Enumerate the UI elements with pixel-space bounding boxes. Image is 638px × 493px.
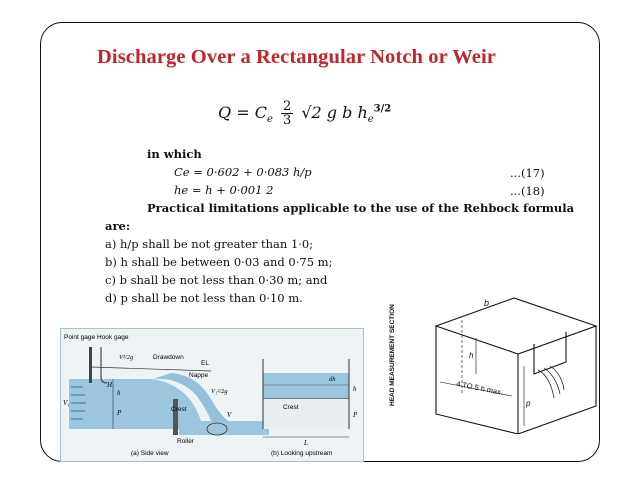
slide-title: Discharge Over a Rectangular Notch or Weir	[97, 46, 496, 68]
limitations-line2: are:	[105, 219, 131, 233]
in-which-label: in which	[147, 147, 202, 161]
equation-18: he = h + 0·001 2	[174, 183, 274, 197]
V-label: V	[227, 411, 232, 419]
formula-lhs-sub: e	[266, 114, 273, 126]
side-face	[518, 326, 596, 434]
hook-gage-label: Hook gage	[97, 334, 129, 341]
formula-fraction	[281, 100, 293, 127]
weir-flow-diagram	[60, 328, 364, 462]
formula-rhs: √2 g b h	[301, 103, 368, 122]
H-label: H	[107, 381, 113, 389]
equation-17: Ce = 0·602 + 0·083 h/p	[174, 165, 312, 179]
fraction-numerator: 2	[282, 99, 292, 114]
weir-face	[263, 399, 349, 429]
equation-17-ref: ...(17)	[510, 166, 545, 180]
h-label: h	[117, 389, 121, 397]
hook-gage	[101, 347, 107, 383]
limitation-item-c: c) b shall be not less than 0·30 m; and	[105, 273, 328, 287]
weir-3d-sketch	[384, 286, 598, 434]
point-gage	[89, 347, 92, 383]
head-measurement-label: HEAD MEASUREMENT SECTION	[389, 304, 396, 406]
formula-rhs-sup: 3/2	[373, 103, 392, 115]
dh-label: dh	[329, 376, 336, 383]
drawdown-label: Drawdown	[153, 354, 184, 361]
formula-lhs: Q = C	[218, 103, 267, 122]
b-label-3d: b	[484, 298, 490, 308]
P-label-upstream: P	[353, 411, 358, 419]
roller-label: Roller	[177, 438, 194, 445]
caption-side-view: (a) Side view	[131, 450, 169, 457]
limitations-line1: Practical limitations applicable to the use of the Rehbock formula	[147, 201, 575, 215]
h-label-upstream: h	[353, 385, 357, 393]
formula-rhs-sub: e	[367, 114, 374, 126]
equation-18-ref: ...(18)	[510, 184, 545, 198]
el-label: EL	[201, 360, 209, 367]
weir-3d-svg	[384, 286, 598, 434]
weir-plate	[173, 399, 178, 435]
front-face	[436, 326, 518, 434]
limitation-item-d: d) p shall be not less than 0·10 m.	[105, 291, 303, 305]
top-face	[436, 298, 596, 354]
crest-label-side: Crest	[171, 406, 187, 413]
crest-label-upstream: Crest	[283, 404, 299, 411]
h-label-3d: h	[469, 351, 474, 360]
v1sq-2g-label: V₁²/2g	[211, 388, 228, 395]
point-gage-label: Point gage	[64, 334, 96, 341]
limitation-item-a: a) h/p shall be not greater than 1·0;	[105, 237, 314, 251]
limitation-item-b: b) h shall be between 0·03 and 0·75 m;	[105, 255, 333, 269]
energy-line	[91, 367, 211, 371]
caption-upstream: (b) Looking upstream	[271, 450, 333, 457]
weir-flow-svg	[61, 329, 363, 461]
discharge-formula	[218, 100, 391, 127]
L-label: L	[304, 439, 308, 447]
V1-label: V₁	[63, 399, 70, 407]
P-label-side: P	[117, 409, 122, 417]
nappe-label: Nappe	[189, 372, 209, 379]
v2-2g-label: V²/2g	[119, 354, 134, 361]
spacing-label-3d: 4 TO 5 h max.	[455, 379, 504, 397]
fraction-denominator: 3	[282, 113, 292, 128]
p-label-3d: p	[526, 399, 531, 408]
